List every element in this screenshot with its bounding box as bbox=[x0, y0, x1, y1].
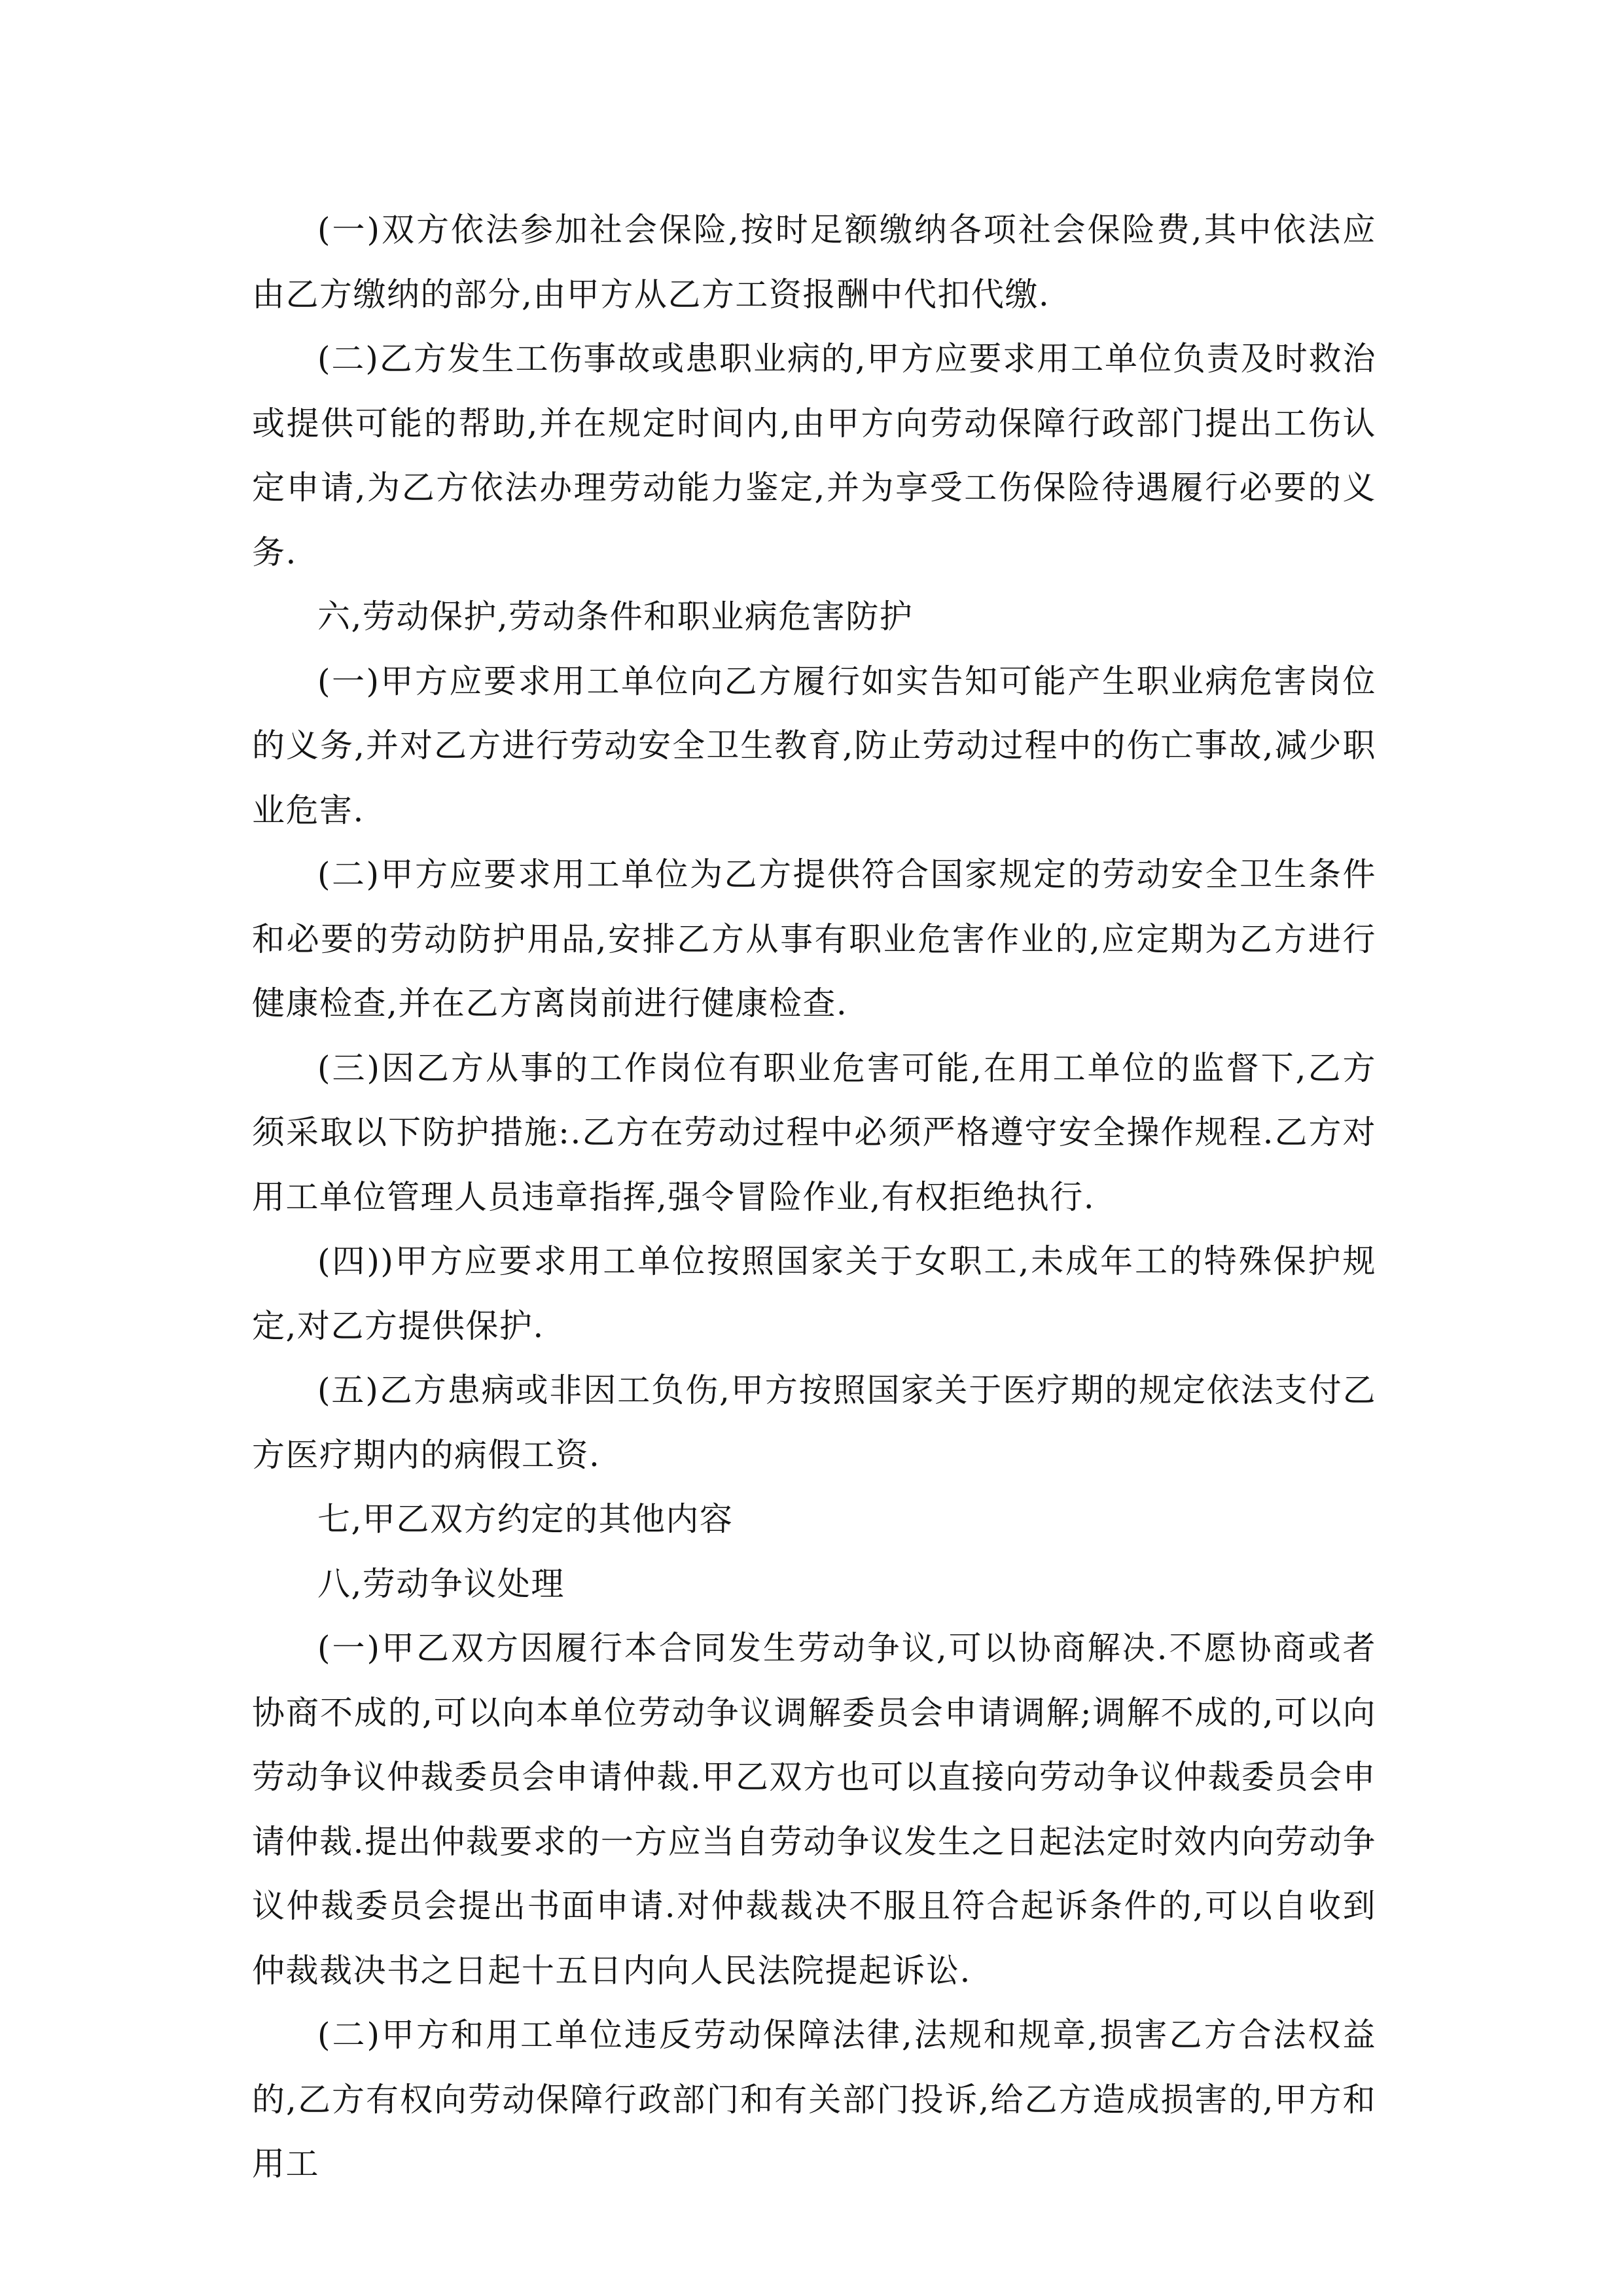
document-body bbox=[252, 198, 1376, 2197]
paragraph-dispute-2: (二)甲方和用工单位违反劳动保障法律,法规和规章,损害乙方合法权益的,乙方有权向劳动保障行政部门和有关部门投诉,给乙方造成损害的,甲方和用工 bbox=[252, 2016, 1376, 2183]
paragraph-dispute-1: (一)甲乙双方因履行本合同发生劳动争议,可以协商解决.不愿协商或者协商不成的,可以向本单位劳动争议调解委员会申请调解;调解不成的,可以向劳动争议仲裁委员会申请仲裁.甲乙双方也可以直接向劳动争议仲裁委员会申请仲裁.提出仲裁要求的一方应当自劳动争议发生之日起法定时效内向劳动争议仲裁委员会提出书面申请.对仲裁裁决不服且符合起诉条件的,可以自收到仲裁裁决书之日起十五日内向人民法院提起诉讼. bbox=[252, 1629, 1376, 1990]
paragraph-labor-protection-2: (二)甲方应要求用工单位为乙方提供符合国家规定的劳动安全卫生条件和必要的劳动防护用品,安排乙方从事有职业危害作业的,应定期为乙方进行健康检查,并在乙方离岗前进行健康检查. bbox=[252, 855, 1376, 1022]
paragraph-labor-protection-4: (四))甲方应要求用工单位按照国家关于女职工,未成年工的特殊保护规定,对乙方提供保护. bbox=[252, 1242, 1376, 1345]
section-heading-labor-protection: 六,劳动保护,劳动条件和职业病危害防护 bbox=[317, 598, 914, 636]
paragraph-social-insurance-1: (一)双方依法参加社会保险,按时足额缴纳各项社会保险费,其中依法应由乙方缴纳的部分,由甲方从乙方工资报酬中代扣代缴. bbox=[252, 211, 1376, 314]
paragraph-labor-protection-5: (五)乙方患病或非因工负伤,甲方按照国家关于医疗期的规定依法支付乙方医疗期内的病假工资. bbox=[252, 1371, 1376, 1474]
paragraph-labor-protection-3: (三)因乙方从事的工作岗位有职业危害可能,在用工单位的监督下,乙方须采取以下防护措施:.乙方在劳动过程中必须严格遵守安全操作规程.乙方对用工单位管理人员违章指挥,强令冒险作业,有权拒绝执行. bbox=[252, 1049, 1376, 1216]
paragraph-social-insurance-2: (二)乙方发生工伤事故或患职业病的,甲方应要求用工单位负责及时救治或提供可能的帮助,并在规定时间内,由甲方向劳动保障行政部门提出工伤认定申请,为乙方依法办理劳动能力鉴定,并为享受工伤保险待遇履行必要的义务. bbox=[252, 340, 1376, 571]
section-heading-dispute-resolution: 八,劳动争议处理 bbox=[317, 1564, 565, 1603]
paragraph-labor-protection-1: (一)甲方应要求用工单位向乙方履行如实告知可能产生职业病危害岗位的义务,并对乙方进行劳动安全卫生教育,防止劳动过程中的伤亡事故,减少职业危害. bbox=[252, 662, 1376, 829]
section-heading-other-terms: 七,甲乙双方约定的其他内容 bbox=[317, 1500, 734, 1538]
